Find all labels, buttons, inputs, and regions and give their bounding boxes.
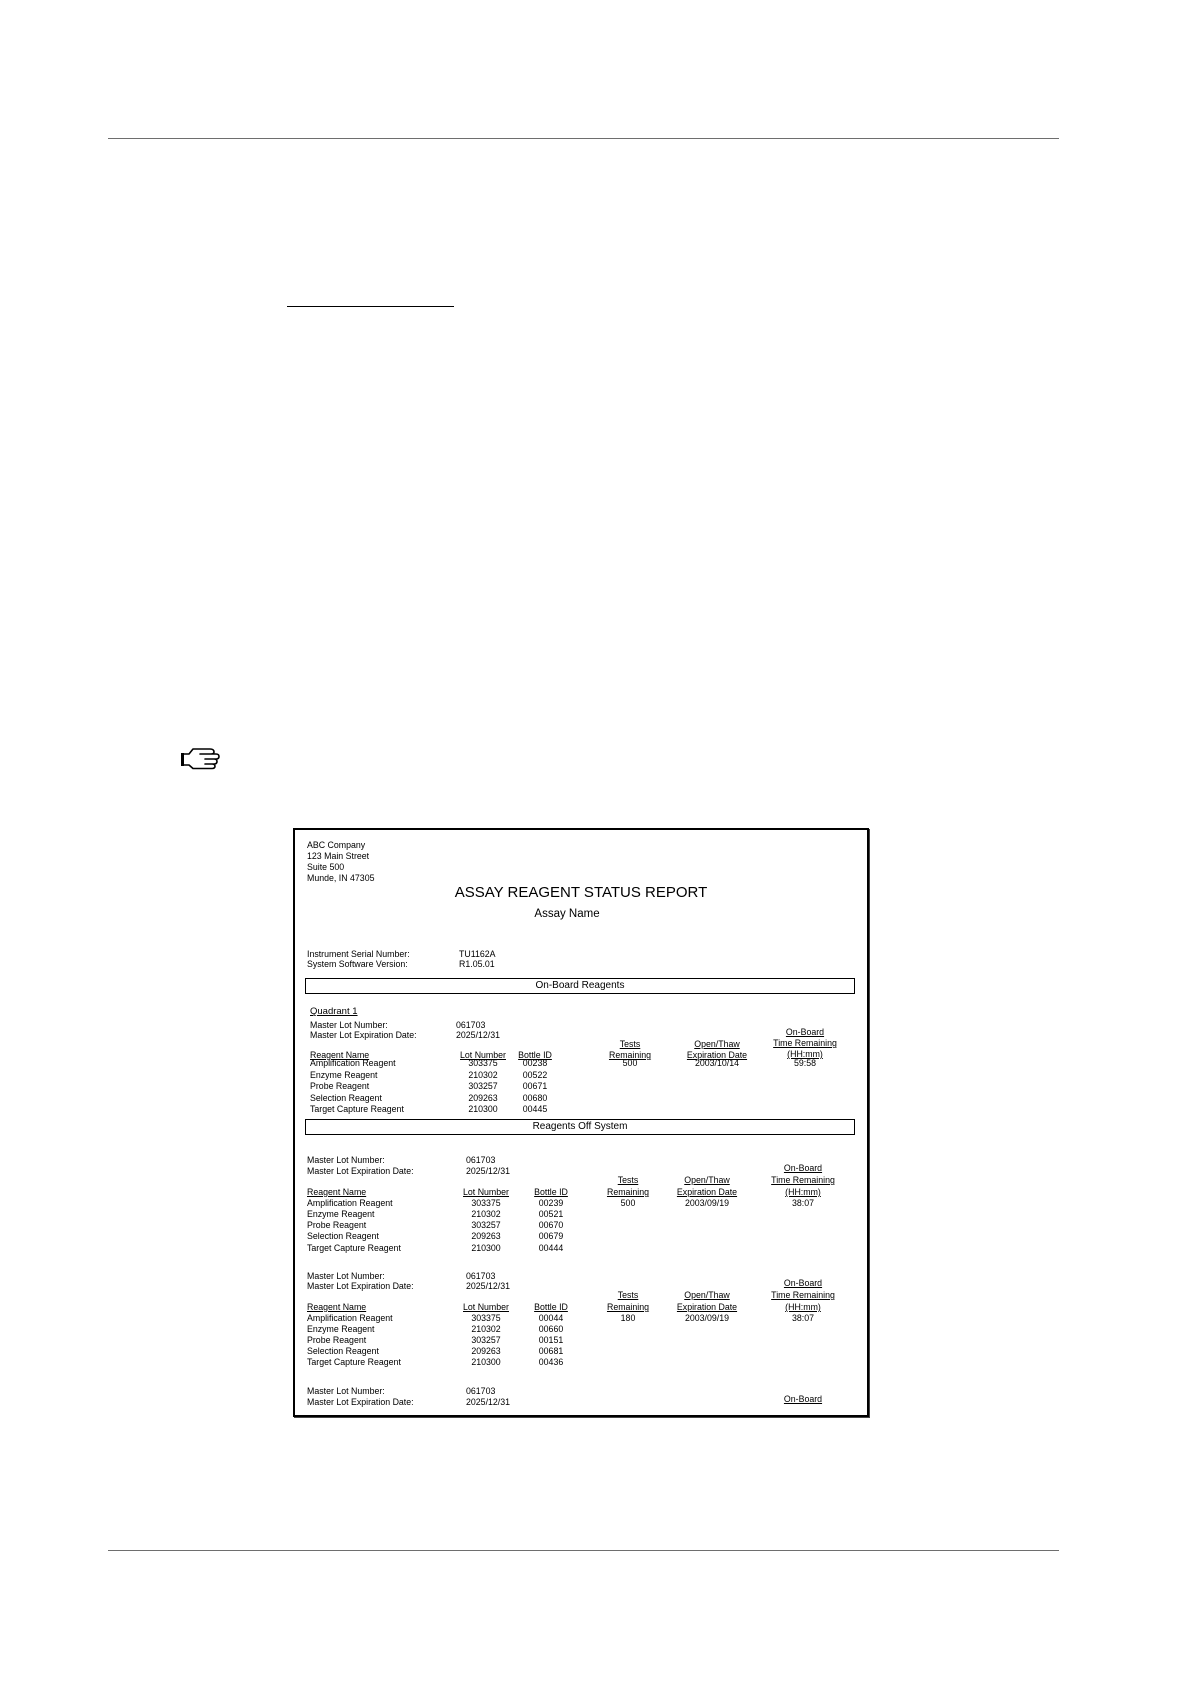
master-lot-value: 061703 — [466, 1386, 496, 1396]
reagent-name: Amplification Reagent — [310, 1058, 396, 1068]
master-exp-label: Master Lot Expiration Date: — [307, 1166, 414, 1176]
reagent-bottle: 00680 — [522, 1093, 548, 1103]
reagent-lot: 303257 — [471, 1220, 501, 1230]
reagent-bottle: 00444 — [538, 1243, 564, 1253]
col-tests-2: Remaining — [606, 1302, 650, 1312]
reagent-bottle: 00679 — [538, 1231, 564, 1241]
reagent-lot: 210302 — [468, 1070, 498, 1080]
reagent-bottle: 00445 — [522, 1104, 548, 1114]
reagent-lot: 210300 — [471, 1243, 501, 1253]
master-lot-value: 061703 — [466, 1271, 496, 1281]
reagent-bottle: 00670 — [538, 1220, 564, 1230]
reagent-lot: 303375 — [471, 1313, 501, 1323]
footer-rule — [108, 1550, 1059, 1551]
reagent-name: Target Capture Reagent — [310, 1104, 404, 1114]
reagent-bottle: 00238 — [522, 1058, 548, 1068]
col-bottle-id: Bottle ID — [518, 1050, 552, 1060]
reagent-lot: 210300 — [468, 1104, 498, 1114]
master-exp-value: 2025/12/31 — [456, 1030, 501, 1040]
col-onboard-2: Time Remaining — [771, 1290, 835, 1300]
reagent-lot: 209263 — [471, 1231, 501, 1241]
onboard-section-banner: On-Board Reagents — [305, 978, 855, 994]
open-expiration: 2003/10/14 — [694, 1058, 740, 1068]
reagent-bottle: 00151 — [538, 1335, 564, 1345]
master-lot-value: 061703 — [456, 1020, 486, 1030]
tests-remaining: 180 — [620, 1313, 636, 1323]
reagent-lot: 303375 — [471, 1198, 501, 1208]
col-lot-number: Lot Number — [463, 1187, 509, 1197]
reagent-bottle: 00239 — [538, 1198, 564, 1208]
header-rule — [108, 138, 1059, 139]
time-remaining: 38:07 — [791, 1313, 815, 1323]
master-lot-label: Master Lot Number: — [307, 1271, 385, 1281]
col-onboard-3: (HH:mm) — [787, 1049, 823, 1059]
reagent-name: Amplification Reagent — [307, 1313, 393, 1323]
col-reagent-name: Reagent Name — [307, 1302, 367, 1312]
reagent-bottle: 00044 — [538, 1313, 564, 1323]
col-tests-1: Tests — [619, 1039, 641, 1049]
master-exp-label: Master Lot Expiration Date: — [307, 1397, 414, 1407]
software-version-label: System Software Version: — [307, 959, 408, 969]
col-reagent-name: Reagent Name — [310, 1050, 370, 1060]
reagent-name: Selection Reagent — [307, 1346, 379, 1356]
off-system-section-banner: Reagents Off System — [305, 1119, 855, 1135]
reagent-name: Probe Reagent — [310, 1081, 370, 1091]
reagent-lot: 209263 — [468, 1093, 498, 1103]
company-street: 123 Main Street — [307, 851, 370, 861]
col-lot-number: Lot Number — [463, 1302, 509, 1312]
col-open-2: Expiration Date — [676, 1187, 738, 1197]
time-remaining: 38:07 — [791, 1198, 815, 1208]
col-tests-1: Tests — [617, 1175, 639, 1185]
reagent-bottle: 00671 — [522, 1081, 548, 1091]
col-reagent-name: Reagent Name — [307, 1187, 367, 1197]
reagent-lot: 210300 — [471, 1357, 501, 1367]
reagent-bottle: 00660 — [538, 1324, 564, 1334]
reagent-name: Enzyme Reagent — [307, 1324, 375, 1334]
reagent-lot: 209263 — [471, 1346, 501, 1356]
reagent-name: Enzyme Reagent — [307, 1209, 375, 1219]
company-city: Munde, IN 47305 — [307, 873, 375, 883]
col-open-1: Open/Thaw — [694, 1039, 740, 1049]
reagent-name: Enzyme Reagent — [310, 1070, 378, 1080]
master-lot-label: Master Lot Number: — [310, 1020, 388, 1030]
quadrant-label: Quadrant 1 — [310, 1006, 358, 1017]
col-onboard-2: Time Remaining — [771, 1175, 835, 1185]
master-exp-value: 2025/12/31 — [466, 1281, 511, 1291]
reagent-bottle: 00436 — [538, 1357, 564, 1367]
company-name: ABC Company — [307, 840, 366, 850]
reagent-status-report — [293, 828, 869, 1417]
report-title: ASSAY REAGENT STATUS REPORT — [454, 884, 708, 901]
reagent-name: Probe Reagent — [307, 1335, 367, 1345]
col-open-2: Expiration Date — [676, 1302, 738, 1312]
reagent-name: Selection Reagent — [310, 1093, 382, 1103]
col-tests-2: Remaining — [608, 1050, 652, 1060]
col-onboard-3: (HH:mm) — [785, 1302, 821, 1312]
report-subtitle: Assay Name — [534, 908, 600, 920]
col-onboard-1: On-Board — [783, 1278, 823, 1288]
reagent-name: Selection Reagent — [307, 1231, 379, 1241]
reagent-lot: 303257 — [471, 1335, 501, 1345]
reagent-name: Amplification Reagent — [307, 1198, 393, 1208]
col-open-1: Open/Thaw — [684, 1175, 730, 1185]
pointing-hand-icon — [180, 745, 220, 771]
software-version-value: R1.05.01 — [459, 959, 495, 969]
master-exp-value: 2025/12/31 — [466, 1397, 511, 1407]
instrument-serial-value: TU1162A — [459, 949, 496, 959]
reagent-lot: 303375 — [468, 1058, 498, 1068]
master-lot-value: 061703 — [466, 1155, 496, 1165]
reagent-lot: 210302 — [471, 1209, 501, 1219]
col-tests-2: Remaining — [606, 1187, 650, 1197]
master-lot-label: Master Lot Number: — [307, 1155, 385, 1165]
open-expiration: 2003/09/19 — [684, 1313, 730, 1323]
master-exp-label: Master Lot Expiration Date: — [307, 1281, 414, 1291]
time-remaining: 59:58 — [793, 1058, 817, 1068]
tests-remaining: 500 — [622, 1058, 638, 1068]
company-suite: Suite 500 — [307, 862, 345, 872]
reagent-bottle: 00521 — [538, 1209, 564, 1219]
reagent-bottle: 00681 — [538, 1346, 564, 1356]
tests-remaining: 500 — [620, 1198, 636, 1208]
col-onboard-2: Time Remaining — [773, 1038, 837, 1048]
col-open-1: Open/Thaw — [684, 1290, 730, 1300]
open-expiration: 2003/09/19 — [684, 1198, 730, 1208]
col-lot-number: Lot Number — [460, 1050, 506, 1060]
reagent-name: Probe Reagent — [307, 1220, 367, 1230]
reagent-name: Target Capture Reagent — [307, 1243, 401, 1253]
master-lot-label: Master Lot Number: — [307, 1386, 385, 1396]
reagent-bottle: 00522 — [522, 1070, 548, 1080]
col-onboard-1: On-Board — [783, 1163, 823, 1173]
col-onboard-1: On-Board — [785, 1027, 825, 1037]
master-exp-label: Master Lot Expiration Date: — [310, 1030, 417, 1040]
col-bottle-id: Bottle ID — [534, 1187, 568, 1197]
master-exp-value: 2025/12/31 — [466, 1166, 511, 1176]
col-onboard-3: (HH:mm) — [785, 1187, 821, 1197]
col-bottle-id: Bottle ID — [534, 1302, 568, 1312]
heading-underline — [287, 306, 454, 307]
col-onboard-1: On-Board — [783, 1394, 823, 1404]
reagent-name: Target Capture Reagent — [307, 1357, 401, 1367]
col-tests-1: Tests — [617, 1290, 639, 1300]
reagent-lot: 303257 — [468, 1081, 498, 1091]
instrument-serial-label: Instrument Serial Number: — [307, 949, 410, 959]
reagent-lot: 210302 — [471, 1324, 501, 1334]
col-open-2: Expiration Date — [686, 1050, 748, 1060]
